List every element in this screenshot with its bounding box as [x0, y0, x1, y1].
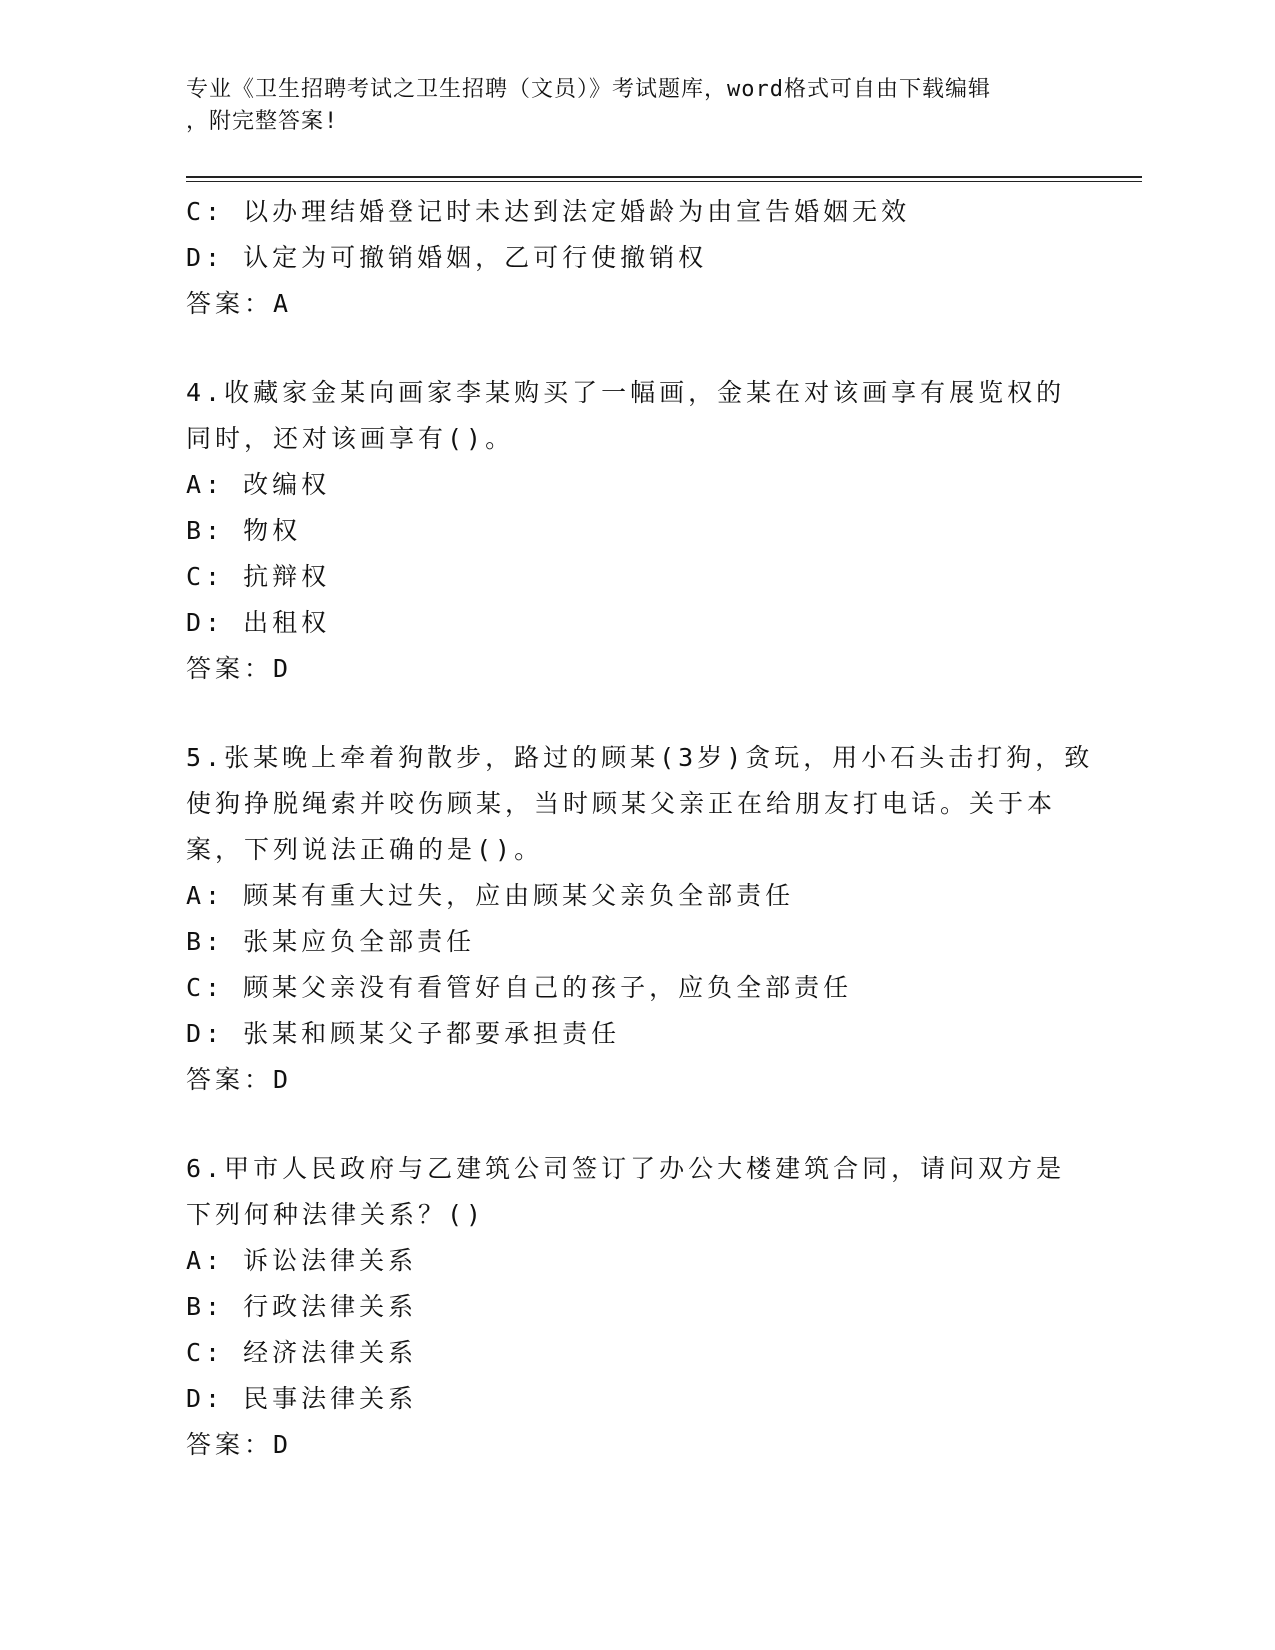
answer-line: [186, 281, 1086, 327]
answer-label: 答案：: [186, 1065, 274, 1094]
option-label: A:: [186, 881, 225, 910]
option-label: D:: [186, 608, 225, 637]
answer-label: 答案：: [186, 1430, 274, 1459]
question-text-line: 下列何种法律关系？(): [186, 1200, 486, 1229]
answer-label: 答案：: [186, 289, 274, 318]
question-text: [186, 370, 1086, 462]
option-text: 顾某父亲没有看管好自己的孩子，应负全部责任: [243, 973, 853, 1002]
option-text: 抗辩权: [243, 562, 331, 591]
option-label: D:: [186, 1384, 225, 1413]
option-a: [186, 1238, 1086, 1284]
option-label: A:: [186, 470, 225, 499]
header-divider-thin: [186, 181, 1142, 182]
option-text: 行政法律关系: [243, 1292, 418, 1321]
option-text: 出租权: [243, 608, 331, 637]
option-text: 民事法律关系: [243, 1384, 418, 1413]
option-text: 张某和顾某父子都要承担责任: [243, 1019, 621, 1048]
question-text-line: 4.收藏家金某向画家李某购买了一幅画，金某在对该画享有展览权的: [186, 378, 1066, 407]
question-text-line: 案，下列说法正确的是()。: [186, 835, 544, 864]
option-text: 经济法律关系: [243, 1338, 418, 1367]
option-text: 认定为可撤销婚姻，乙可行使撤销权: [243, 243, 708, 272]
option-label: B:: [186, 927, 225, 956]
question-text-line: 使狗挣脱绳索并咬伤顾某，当时顾某父亲正在给朋友打电话。关于本: [186, 789, 1057, 818]
question-list: [186, 189, 1094, 1468]
answer-value: D: [273, 1065, 293, 1094]
answer-line: [186, 1057, 1086, 1103]
answer-line: [186, 1422, 1086, 1468]
option-label: D:: [186, 243, 225, 272]
header-line-1: 专业《卫生招聘考试之卫生招聘（文员）》考试题库，word格式可自由下载编辑: [186, 77, 991, 102]
option-c: [186, 189, 1086, 235]
header-divider-thick: [186, 176, 1142, 178]
option-text: 物权: [243, 516, 302, 545]
document-header: [186, 74, 1086, 138]
answer-line: [186, 646, 1086, 692]
question-4: [186, 370, 1086, 692]
option-label: C:: [186, 1338, 225, 1367]
option-c: [186, 1330, 1086, 1376]
question-5: [186, 735, 1094, 1103]
answer-label: 答案：: [186, 654, 274, 683]
option-label: B:: [186, 516, 225, 545]
option-label: C:: [186, 973, 225, 1002]
option-text: 改编权: [243, 470, 331, 499]
question-6: [186, 1146, 1086, 1468]
option-text: 以办理结婚登记时未达到法定婚龄为由宣告婚姻无效: [243, 197, 911, 226]
option-c: [186, 965, 1086, 1011]
question-text-line: 6.甲市人民政府与乙建筑公司签订了办公大楼建筑合同，请问双方是: [186, 1154, 1066, 1183]
option-d: [186, 1376, 1086, 1422]
question-text: [186, 1146, 1086, 1238]
option-c: [186, 554, 1086, 600]
header-line-2: ，附完整答案!: [186, 109, 339, 134]
option-a: [186, 462, 1086, 508]
option-d: [186, 600, 1086, 646]
option-label: C:: [186, 562, 225, 591]
question-text-line: 同时，还对该画享有()。: [186, 424, 515, 453]
option-text: 诉讼法律关系: [243, 1246, 418, 1275]
option-b: [186, 1284, 1086, 1330]
option-d: [186, 235, 1086, 281]
question-3-carryover: [186, 189, 1086, 327]
option-label: D:: [186, 1019, 225, 1048]
option-a: [186, 873, 1086, 919]
question-text-line: 5.张某晚上牵着狗散步，路过的顾某(3岁)贪玩，用小石头击打狗，致: [186, 743, 1094, 772]
option-d: [186, 1011, 1086, 1057]
option-text: 顾某有重大过失，应由顾某父亲负全部责任: [243, 881, 795, 910]
option-label: A:: [186, 1246, 225, 1275]
option-text: 张某应负全部责任: [243, 927, 476, 956]
question-text: [186, 735, 1094, 873]
answer-value: A: [273, 289, 293, 318]
answer-value: D: [273, 1430, 293, 1459]
option-label: B:: [186, 1292, 225, 1321]
option-label: C:: [186, 197, 225, 226]
answer-value: D: [273, 654, 293, 683]
option-b: [186, 508, 1086, 554]
option-b: [186, 919, 1086, 965]
